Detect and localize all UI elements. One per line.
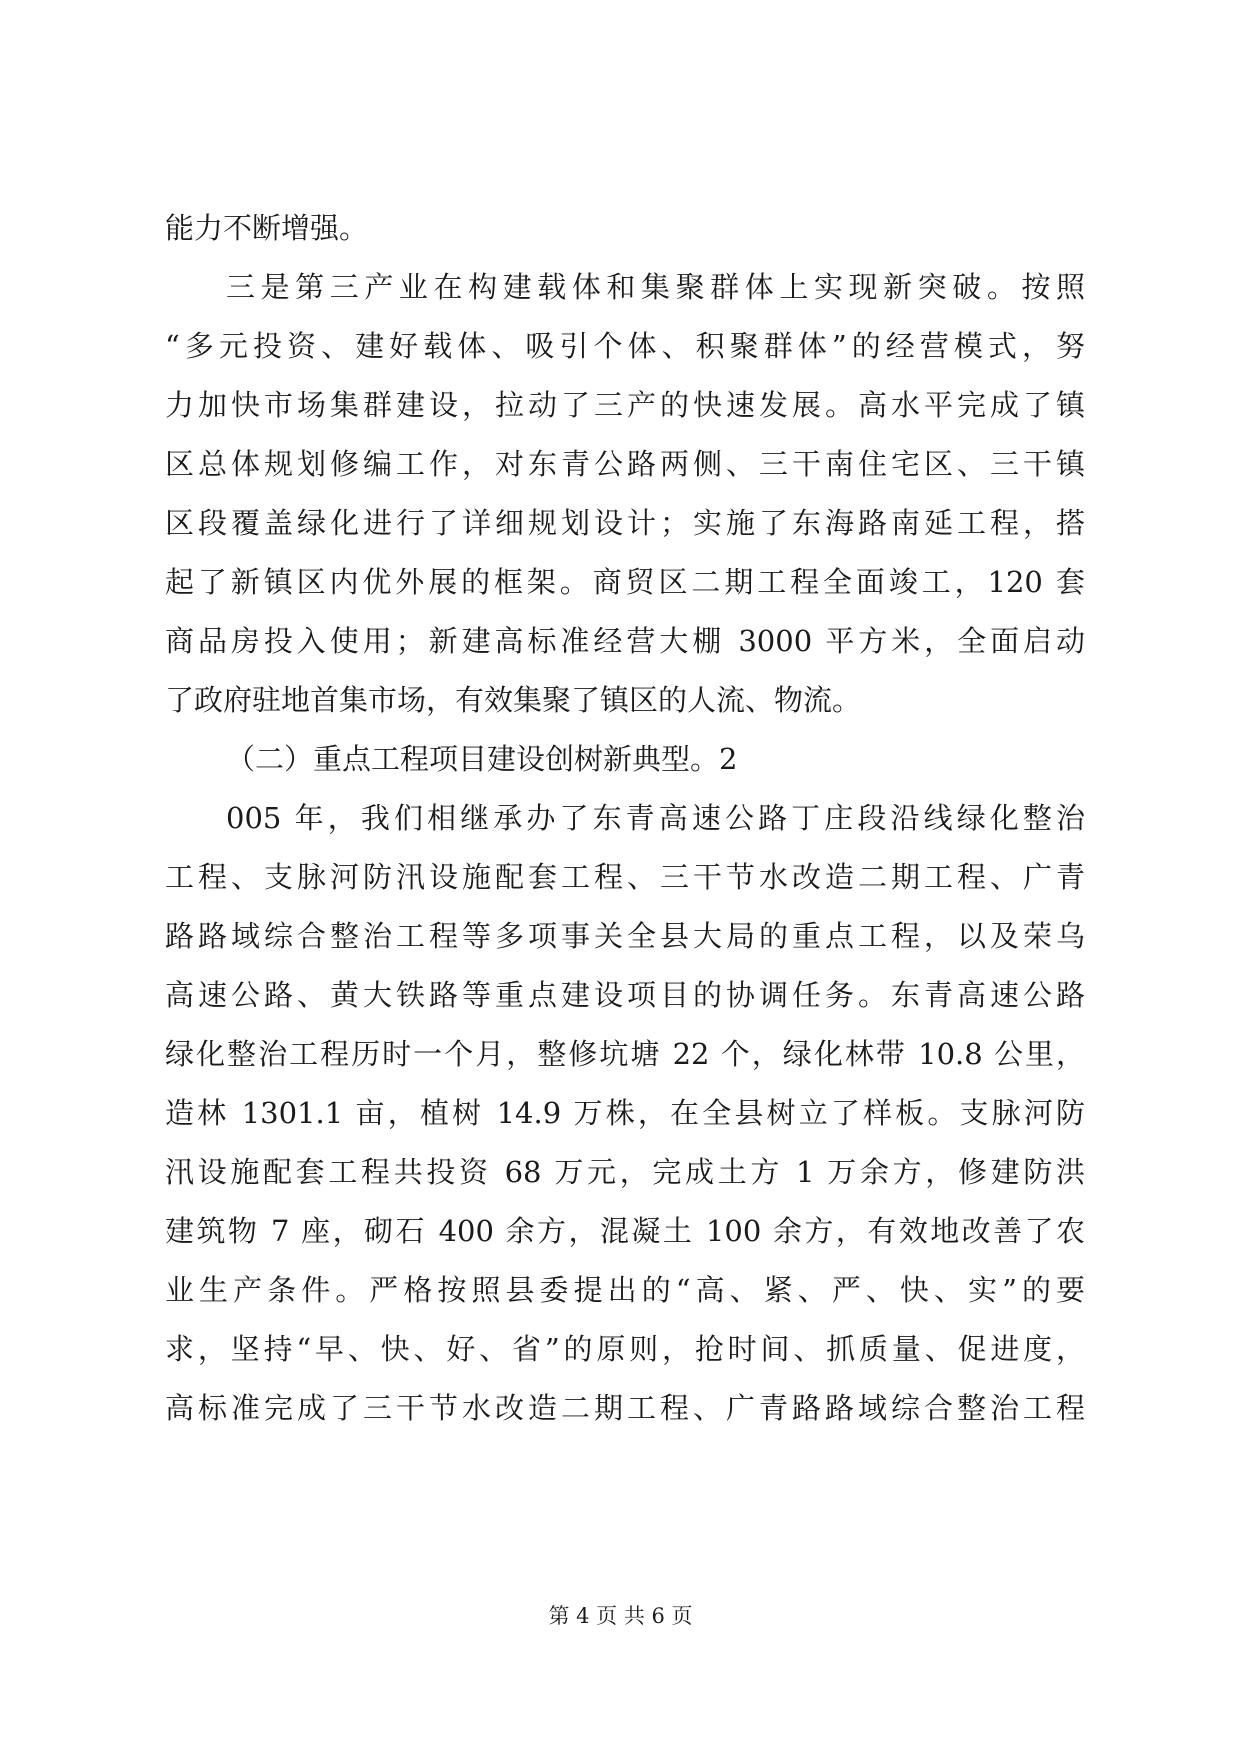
text-line-3: “多元投资、建好载体、吸引个体、积聚群体”的经营模式，努 <box>165 329 1085 363</box>
page-number-footer: 第 4 页 共 6 页 <box>548 1604 693 1628</box>
text-line-19: 业生产条件。严格按照县委提出的“高、紧、严、快、实”的要 <box>165 1273 1085 1307</box>
text-line-1: 能力不断增强。 <box>165 211 369 245</box>
text-line-5: 区总体规划修编工作，对东青公路两侧、三干南住宅区、三干镇 <box>165 447 1085 481</box>
text-line-11: 005 年，我们相继承办了东青高速公路丁庄段沿线绿化整治 <box>226 801 1085 835</box>
section-heading: （二）重点工程项目建设创树新典型。2 <box>226 742 738 776</box>
text-line-18: 建筑物 7 座，砌石 400 余方，混凝土 100 余方，有效地改善了农 <box>165 1214 1085 1248</box>
text-line-6: 区段覆盖绿化进行了详细规划设计；实施了东海路南延工程，搭 <box>165 506 1085 540</box>
text-line-9: 了政府驻地首集市场，有效集聚了镇区的人流、物流。 <box>165 683 862 717</box>
text-line-15: 绿化整治工程历时一个月，整修坑塘 22 个，绿化林带 10.8 公里， <box>165 1037 1085 1071</box>
text-line-12: 工程、支脉河防汛设施配套工程、三干节水改造二期工程、广青 <box>165 860 1085 894</box>
text-line-16: 造林 1301.1 亩，植树 14.9 万株，在全县树立了样板。支脉河防 <box>165 1096 1085 1130</box>
text-line-13: 路路域综合整治工程等多项事关全县大局的重点工程，以及荣乌 <box>165 919 1085 953</box>
text-line-4: 力加快市场集群建设，拉动了三产的快速发展。高水平完成了镇 <box>165 388 1085 422</box>
text-line-17: 汛设施配套工程共投资 68 万元，完成土方 1 万余方，修建防洪 <box>165 1155 1085 1189</box>
text-line-20: 求，坚持“早、快、好、省”的原则，抢时间、抓质量、促进度， <box>165 1332 1085 1366</box>
text-line-7: 起了新镇区内优外展的框架。商贸区二期工程全面竣工，120 套 <box>165 565 1085 599</box>
text-line-2: 三是第三产业在构建载体和集聚群体上实现新突破。按照 <box>226 270 1085 304</box>
text-line-14: 高速公路、黄大铁路等重点建设项目的协调任务。东青高速公路 <box>165 978 1085 1012</box>
text-line-8: 商品房投入使用；新建高标准经营大棚 3000 平方米，全面启动 <box>165 624 1085 658</box>
text-line-21: 高标准完成了三干节水改造二期工程、广青路路域综合整治工程 <box>165 1391 1085 1425</box>
